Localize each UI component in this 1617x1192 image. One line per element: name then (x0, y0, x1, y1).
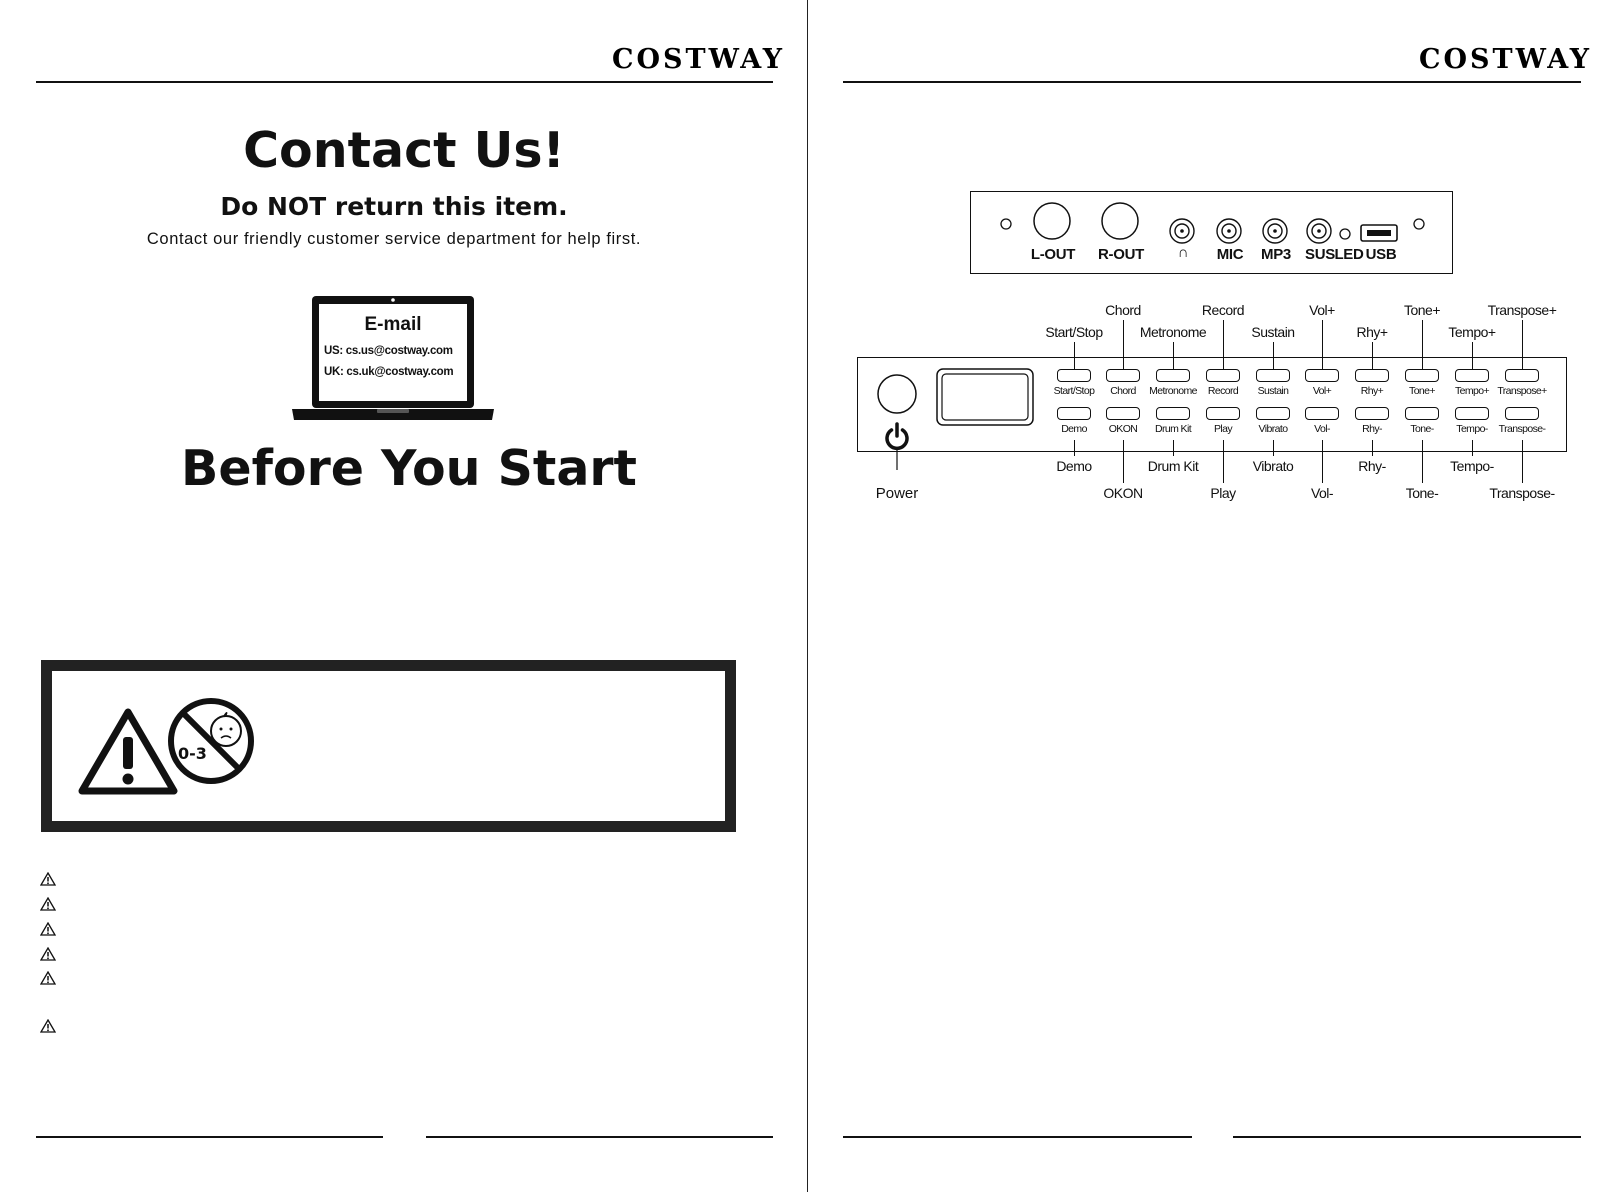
left-page (0, 0, 808, 1192)
key-rhy[interactable] (1355, 407, 1389, 420)
key-demo[interactable] (1057, 407, 1091, 420)
key-label: Vol+ (1312, 385, 1332, 397)
leader-line (1074, 342, 1075, 369)
callout-label: Vol- (1310, 485, 1334, 501)
key-label: Tempo- (1456, 423, 1488, 435)
key-transpose[interactable] (1505, 369, 1539, 382)
key-rhy[interactable] (1355, 369, 1389, 382)
brand-logo: COSTWAY (612, 44, 786, 75)
key-label: Demo (1061, 423, 1087, 435)
jack-label-l-out: L-OUT (1030, 246, 1076, 263)
leader-line (1173, 342, 1174, 369)
email-us: US: cs.us@costway.com (324, 345, 453, 357)
key-metronome[interactable] (1156, 369, 1190, 382)
key-label: Sustain (1257, 385, 1289, 397)
footer-rule (843, 1136, 1192, 1138)
key-label: OKON (1108, 423, 1138, 435)
key-vol[interactable] (1305, 407, 1339, 420)
key-start-stop[interactable] (1057, 369, 1091, 382)
key-tone[interactable] (1405, 369, 1439, 382)
power-knob (878, 375, 916, 413)
jack-label-usb: USB (1365, 246, 1397, 263)
footer-rule (1233, 1136, 1581, 1138)
key-label: Drum Kit (1154, 423, 1192, 435)
leader-line (1472, 440, 1473, 456)
callout-label: Transpose+ (1487, 302, 1557, 318)
leader-line (1273, 342, 1274, 369)
callout-label: Sustain (1251, 324, 1295, 340)
key-label: Metronome (1149, 385, 1197, 397)
contact-text: Contact our friendly customer service department for help first. (146, 230, 642, 248)
age-badge: 0-3 (178, 744, 207, 763)
footer-rule (36, 1136, 383, 1138)
callout-label: Tempo+ (1448, 324, 1496, 340)
key-tempo[interactable] (1455, 407, 1489, 420)
callout-label: Vol+ (1309, 302, 1335, 318)
header-rule (843, 81, 1581, 83)
warning-bullet-icon (40, 971, 56, 985)
key-label: Start/Stop (1053, 385, 1095, 397)
key-vol[interactable] (1305, 369, 1339, 382)
key-label: Rhy- (1362, 423, 1382, 435)
rear-panel-diagram (970, 191, 1453, 274)
header-rule (36, 81, 773, 83)
key-record[interactable] (1206, 369, 1240, 382)
key-label: Tempo+ (1454, 385, 1490, 397)
email-title: E-mail (364, 314, 422, 335)
leader-line (1173, 440, 1174, 456)
callout-label: Transpose- (1489, 485, 1555, 501)
key-label: Transpose- (1498, 423, 1546, 435)
leader-line (1522, 440, 1523, 483)
power-icon (887, 424, 907, 448)
right-page (809, 0, 1617, 1192)
key-label: Transpose+ (1497, 385, 1547, 397)
key-transpose[interactable] (1505, 407, 1539, 420)
callout-label: Rhy+ (1356, 324, 1388, 340)
key-play[interactable] (1206, 407, 1240, 420)
brand-logo: COSTWAY (1419, 44, 1593, 75)
leader-line (1322, 440, 1323, 483)
footer-rule (426, 1136, 773, 1138)
key-label: Tone+ (1409, 385, 1435, 397)
key-chord[interactable] (1106, 369, 1140, 382)
leader-line (1322, 320, 1323, 369)
leader-line (1522, 320, 1523, 369)
no-children-0-3-icon (166, 696, 256, 786)
callout-label: Demo (1056, 458, 1092, 474)
warning-bullet-icon (40, 922, 56, 936)
key-label: Vibrato (1258, 423, 1288, 435)
key-label: Chord (1110, 385, 1136, 397)
warning-bullet-icon (40, 897, 56, 911)
callout-label: Metronome (1139, 324, 1207, 340)
callout-label: Tone+ (1403, 302, 1441, 318)
leader-line (1372, 342, 1373, 369)
callout-label: Record (1201, 302, 1245, 318)
jack-label-led: LED (1334, 246, 1364, 263)
callout-label: Tempo- (1450, 458, 1494, 474)
leader-line (1123, 440, 1124, 483)
callout-label: Play (1210, 485, 1236, 501)
power-label: Power (875, 485, 919, 502)
leader-line (1422, 320, 1423, 369)
headphone-icon: ∩ (1177, 244, 1189, 261)
warning-bullet-icon (40, 872, 56, 886)
key-tone[interactable] (1405, 407, 1439, 420)
leader-line (1372, 440, 1373, 456)
warning-box (41, 660, 736, 832)
leader-line (1223, 440, 1224, 483)
key-label: Play (1213, 423, 1233, 435)
key-label: Rhy+ (1360, 385, 1384, 397)
callout-label: Drum Kit (1147, 458, 1199, 474)
jack-label-mp3: MP3 (1261, 246, 1291, 263)
warning-bullet-icon (40, 947, 56, 961)
leader-line (1123, 320, 1124, 369)
key-label: Vol- (1314, 423, 1330, 435)
callout-label: OKON (1103, 485, 1143, 501)
key-okon[interactable] (1106, 407, 1140, 420)
display-screen (937, 369, 1033, 425)
before-you-start-title: Before You Start (181, 440, 637, 497)
jack-label-mic: MIC (1216, 246, 1244, 263)
callout-label: Start/Stop (1045, 324, 1103, 340)
warning-triangle-icon (78, 707, 178, 797)
key-sustain[interactable] (1256, 369, 1290, 382)
key-label: Tone- (1410, 423, 1434, 435)
leader-line (1223, 320, 1224, 369)
key-drum-kit[interactable] (1156, 407, 1190, 420)
key-label: Record (1207, 385, 1239, 397)
leader-line (1074, 440, 1075, 456)
callout-label: Chord (1105, 302, 1141, 318)
leader-line (1273, 440, 1274, 456)
jack-label-sus: SUS (1305, 246, 1335, 263)
callout-label: Rhy- (1358, 458, 1386, 474)
callout-label: Tone- (1405, 485, 1439, 501)
callout-label: Vibrato (1252, 458, 1294, 474)
email-uk: UK: cs.uk@costway.com (324, 366, 454, 378)
do-not-return-heading: Do NOT return this item. (220, 192, 568, 221)
laptop-illustration (292, 296, 494, 422)
leader-line (1422, 440, 1423, 483)
jack-label-r-out: R-OUT (1098, 246, 1144, 263)
key-vibrato[interactable] (1256, 407, 1290, 420)
warning-bullet-icon (40, 1019, 56, 1033)
key-tempo[interactable] (1455, 369, 1489, 382)
contact-title: Contact Us! (243, 122, 565, 179)
leader-line (1472, 342, 1473, 369)
